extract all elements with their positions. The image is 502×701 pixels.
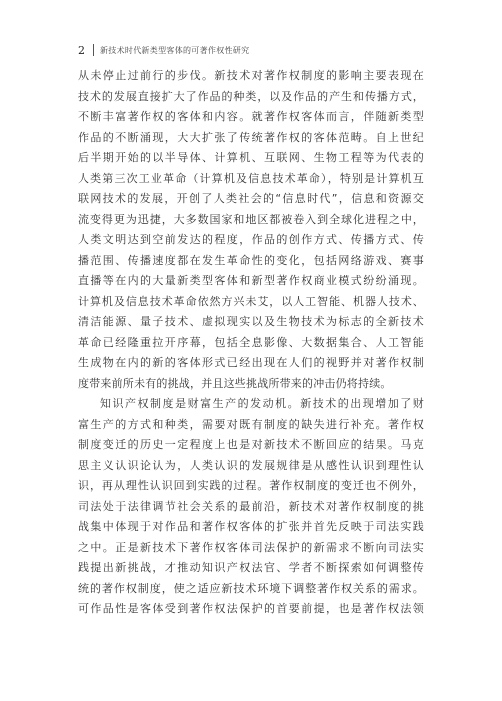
text-line: 度带来前所未有的挑战，并且这些挑战所带来的冲击仍将持续。: [78, 376, 392, 390]
text-line: 思主义认识论认为，人类认识的发展规律是从感性认识到理性认: [78, 458, 424, 472]
text-line: 可作品性是客体受到著作权法保护的首要前提，也是著作权法领: [78, 602, 424, 615]
running-title: 新技术时代新类型客体的可著作权性研究: [100, 45, 250, 55]
text-line: 后半期开始的以半导体、计算机、互联网、生物工程等为代表的: [78, 151, 424, 164]
text-line: 富生产的方式和种类，需要对既有制度的缺失进行补充。著作权: [78, 417, 424, 431]
text-line: 作品的不断涌现，大大扩张了传统著作权的客体范畴。自上世纪: [78, 130, 424, 144]
body-text: [78, 66, 424, 620]
text-line: 直播等在内的大量新类型客体和新型著作权商业模式纷纷涌现。: [78, 274, 424, 287]
page-header: [78, 43, 249, 57]
text-line: 不断丰富著作权的客体和内容。就著作权客体而言，伴随新类型: [78, 110, 424, 123]
text-line: 战集中体现于对作品和著作权客体的扩张并首先反映于司法实践: [78, 520, 424, 533]
paragraph-2: [78, 394, 424, 620]
text-line: 践提出新挑战，才推动知识产权法官、学者不断探索如何调整传: [78, 561, 424, 574]
text-line: 联网技术的发展，开创了人类社会的“信息时代”，信息和资源交: [78, 192, 424, 205]
text-line: 知识产权制度是财富生产的发动机。新技术的出现增加了财: [100, 397, 424, 410]
text-line: 生成物在内的新的客体形式已经出现在人们的视野并对著作权制: [78, 356, 424, 369]
text-line: 之中。正是新技术下著作权客体司法保护的新需求不断向司法实: [78, 540, 424, 554]
text-line: 识，再从理性认识回到实践的过程。著作权制度的变迁也不例外，: [78, 479, 424, 492]
text-line: 清洁能源、量子技术、虚拟现实以及生物技术为标志的全新技术: [78, 315, 424, 328]
page-number: 2: [78, 43, 85, 57]
text-line: 人类第三次工业革命（计算机及信息技术革命），特别是计算机互: [78, 171, 424, 185]
text-line: 计算机及信息技术革命依然方兴未艾，以人工智能、机器人技术、: [78, 294, 424, 308]
text-line: 技术的发展直接扩大了作品的种类，以及作品的产生和传播方式，: [78, 89, 424, 103]
text-line: 制度变迁的历史一定程度上也是对新技术不断回应的结果。马克: [78, 438, 424, 451]
text-line: 司法处于法律调节社会关系的最前沿，新技术对著作权制度的挑: [78, 499, 424, 513]
text-line: 人类文明达到空前发达的程度，作品的创作方式、传播方式、传: [78, 233, 424, 246]
text-line: 从未停止过前行的步伐。新技术对著作权制度的影响主要表现在: [78, 69, 424, 82]
text-line: 流变得更为迅捷，大多数国家和地区都被卷入到全球化进程之中，: [78, 212, 424, 226]
text-line: 统的著作权制度，使之适应新技术环境下调整著作权关系的需求。: [78, 581, 424, 595]
text-line: 播范围、传播速度都在发生革命性的变化，包括网络游戏、赛事: [78, 253, 424, 267]
text-line: 革命已经隆重拉开序幕，包括全息影像、大数据集合、人工智能: [78, 335, 424, 349]
paragraph-1: [78, 66, 424, 394]
header-divider: [93, 44, 94, 56]
